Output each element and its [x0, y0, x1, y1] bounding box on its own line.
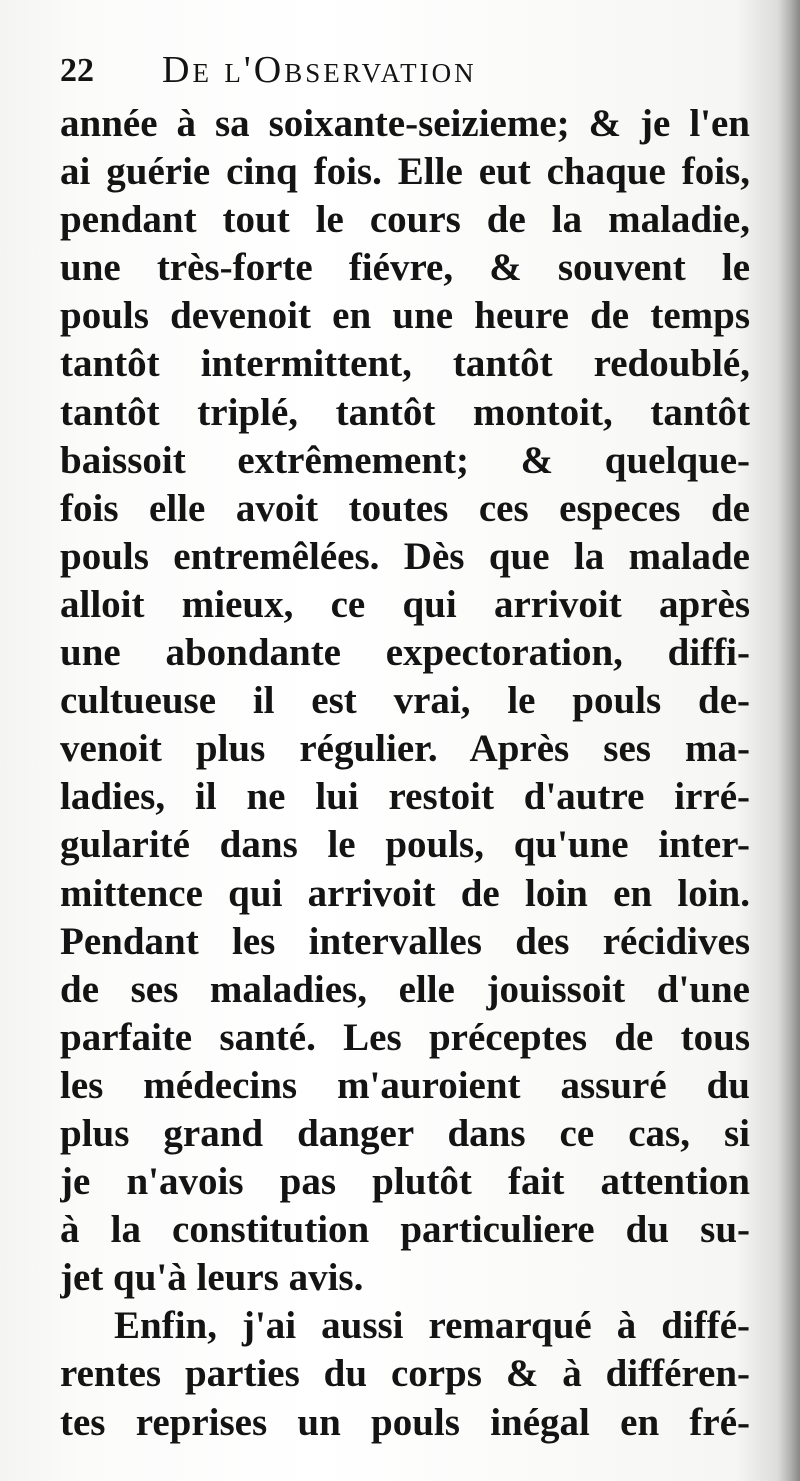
text-line: Pendant les intervalles des récidives — [60, 919, 750, 963]
running-head: De l'Observation — [162, 49, 477, 91]
text-line: ai guérie cinq fois. Elle eut chaque fois, — [60, 150, 750, 194]
text-line: cultueuse il est vrai, le pouls de- — [60, 679, 750, 723]
text-line: plus grand danger dans ce cas, si — [60, 1111, 750, 1155]
body-text — [60, 100, 750, 1447]
text-line: fois elle avoit toutes ces especes de — [60, 486, 750, 530]
text-line: les médecins m'auroient assuré du — [60, 1063, 750, 1107]
text-line: ladies, il ne lui restoit d'autre irré- — [60, 775, 750, 819]
text-line: de ses maladies, elle jouissoit d'une — [60, 967, 750, 1011]
text-line: pouls devenoit en une heure de temps — [60, 294, 750, 338]
text-line: une abondante expectoration, diffi- — [60, 631, 750, 675]
text-line: une très-forte fiévre, & souvent le — [60, 246, 750, 290]
text-line: mittence qui arrivoit de loin en loin. — [60, 871, 750, 915]
page-header — [60, 48, 750, 98]
paragraph-start-line: Enfin, j'ai aussi remarqué à diffé- — [114, 1304, 750, 1348]
text-line: gularité dans le pouls, qu'une inter- — [60, 823, 750, 867]
paragraph-end-line: jet qu'à leurs avis. — [60, 1256, 364, 1300]
text-line: rentes parties du corps & à différen- — [60, 1352, 750, 1396]
text-line: année à sa soixante-seizieme; & je l'en — [60, 102, 750, 145]
text-line: tantôt intermittent, tantôt redoublé, — [60, 342, 750, 386]
text-line: baissoit extrêmement; & quelque- — [60, 438, 750, 482]
text-line: venoit plus régulier. Après ses ma- — [60, 727, 750, 771]
text-line: tes reprises un pouls inégal en fré- — [60, 1400, 750, 1444]
binding-shadow — [778, 0, 800, 1481]
text-line: à la constitution particuliere du su- — [60, 1208, 750, 1252]
text-line: parfaite santé. Les préceptes de tous — [60, 1015, 750, 1059]
page-number: 22 — [60, 52, 94, 89]
text-line: pendant tout le cours de la maladie, — [60, 198, 750, 242]
text-line: tantôt triplé, tantôt montoit, tantôt — [60, 390, 750, 434]
text-line: je n'avois pas plutôt fait attention — [60, 1160, 750, 1204]
text-line: alloit mieux, ce qui arrivoit après — [60, 582, 750, 626]
text-line: pouls entremêlées. Dès que la malade — [60, 534, 750, 578]
